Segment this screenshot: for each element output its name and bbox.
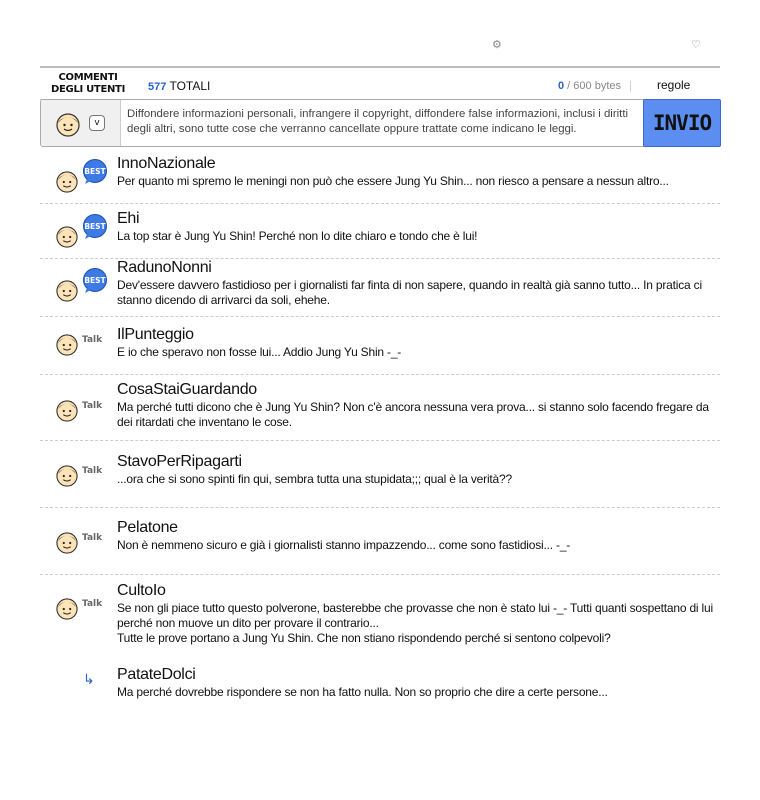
comment-username[interactable]: PatateDolci [117, 666, 196, 683]
comment-username[interactable]: CultoIo [117, 582, 166, 599]
total-label: TOTALI [169, 79, 211, 93]
comment-item [40, 666, 720, 726]
comment-text: stanno dicendo di arrivarci da soli, ehehe. [117, 293, 330, 307]
comment-text: dei ritardati che inventano le cose. [117, 415, 292, 429]
divider: | [629, 80, 632, 92]
total-count: 577 [148, 81, 167, 93]
comment-item [40, 582, 720, 645]
talk-badge: Talk [82, 599, 103, 609]
comment-item [40, 381, 720, 441]
comment-divider [40, 374, 720, 375]
smiley-avatar-icon [56, 400, 78, 422]
best-badge-icon [81, 214, 109, 240]
submit-button[interactable]: INVIO [643, 99, 721, 147]
comment-divider [40, 316, 720, 317]
byte-counter [558, 80, 632, 92]
section-title: COMMENTI DEGLI UTENTI [51, 72, 125, 95]
bytes-max: / 600 bytes [564, 80, 621, 92]
comment-text: Non è nemmeno sicuro e già i giornalisti stanno impazzendo... come sono fastidiosi... -_- [117, 538, 571, 552]
reply-arrow-icon: ↳ [83, 672, 95, 688]
smiley-avatar-icon [56, 532, 78, 554]
comment-text: Ma perché dovrebbe rispondere se non ha fatto nulla. Non so proprio che dire a certe persone... [117, 685, 608, 699]
smiley-avatar-icon [56, 280, 78, 302]
comments-header [40, 66, 720, 98]
comment-username[interactable]: IlPunteggio [117, 326, 194, 343]
comment-divider [40, 203, 720, 204]
comment-item [40, 453, 720, 513]
bell-icon[interactable]: ♡ [691, 38, 701, 51]
comment-username[interactable]: InnoNazionale [117, 155, 216, 172]
smiley-avatar-icon [56, 334, 78, 356]
comment-divider [40, 507, 720, 508]
smiley-avatar-icon [56, 226, 78, 248]
svg-text:BEST: BEST [84, 167, 106, 176]
svg-text:BEST: BEST [84, 222, 106, 231]
total-comments [148, 79, 210, 93]
smiley-avatar-icon [56, 465, 78, 487]
comment-username[interactable]: RadunoNonni [117, 259, 212, 276]
gear-icon[interactable]: ⚙ [492, 38, 502, 51]
comment-divider [40, 440, 720, 441]
comment-username[interactable]: StavoPerRipagarti [117, 453, 242, 470]
smiley-avatar-icon [56, 598, 78, 620]
comment-compose-box [40, 99, 720, 147]
talk-badge: Talk [82, 401, 103, 411]
best-badge-icon [81, 268, 109, 294]
talk-badge: Talk [82, 466, 103, 476]
best-badge-icon [81, 159, 109, 185]
comment-item [40, 519, 720, 579]
rules-link[interactable]: regole [657, 78, 691, 92]
comment-text: E io che speravo non fosse lui... Addio Jung Yu Shin -_- [117, 345, 402, 359]
svg-text:BEST: BEST [84, 276, 106, 285]
comment-text: Dev'essere davvero fastidioso per i giornalisti far finta di non sapere, quando in realtà già sanno tutto... In pratica ci [117, 278, 702, 292]
talk-badge: Talk [82, 335, 103, 345]
comment-text: ...ora che si sono spinti fin qui, sembra tutta una stupidata;;; qual è la verità?? [117, 472, 512, 486]
comment-text: Ma perché tutti dicono che è Jung Yu Shin? Non c'è ancora nessuna vera prova... si stanno solo facendo fregare da [117, 400, 709, 414]
talk-badge: Talk [82, 533, 103, 543]
bytes-current: 0 [558, 80, 565, 92]
comment-text: Tutte le prove portano a Jung Yu Shin. Che non stiano rispondendo perché si sentono colpevoli? [117, 631, 611, 645]
comment-item [40, 326, 720, 386]
comment-text: perché non muove un dito per provare il contrario... [117, 616, 379, 630]
comment-text: Se non gli piace tutto questo polverone, basterebbe che provasse che non è stato lui -_- Tutti quanti sospettano di lui [117, 601, 713, 615]
compose-notice[interactable]: Diffondere informazioni personali, infrangere il copyright, diffondere false informazioni, inclusi i diritti degli altri, sono tutte cose che verranno cancellate oppure trattate come indicano le leggi. [127, 108, 629, 135]
comment-item [40, 259, 720, 319]
comment-text: Per quanto mi spremo le meningi non può che essere Jung Yu Shin... non riesco a pensare a nessun altro... [117, 174, 669, 188]
comment-username[interactable]: Ehi [117, 210, 140, 227]
comment-username[interactable]: CosaStaiGuardando [117, 381, 257, 398]
compose-avatar-area [41, 100, 121, 146]
comment-item [40, 155, 720, 215]
comment-username[interactable]: Pelatone [117, 519, 178, 536]
comment-divider [40, 574, 720, 575]
comment-text: La top star è Jung Yu Shin! Perché non lo dite chiaro e tondo che è lui! [117, 229, 478, 243]
smiley-avatar-icon [56, 113, 80, 137]
chevron-down-icon[interactable]: v [89, 115, 105, 131]
smiley-avatar-icon [56, 171, 78, 193]
